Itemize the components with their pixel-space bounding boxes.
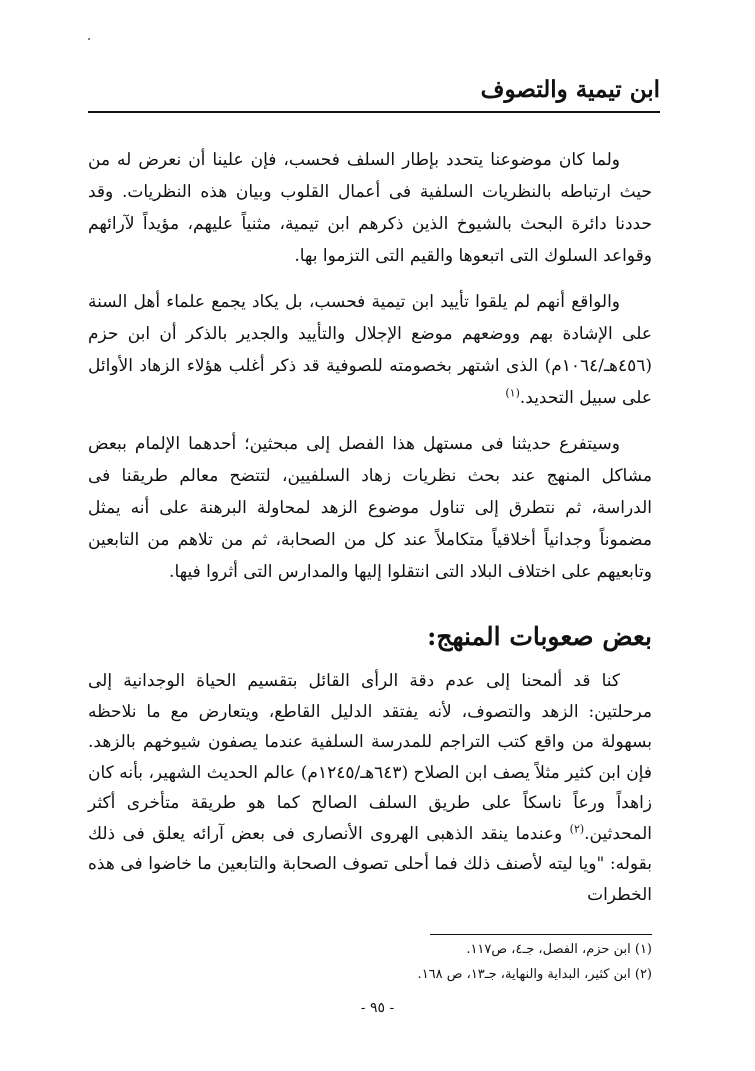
footnote-2: (٢) ابن كثير، البداية والنهاية، جـ١٣، ص ١٦٨. [417,967,652,982]
paragraph-1 [88,144,652,272]
paragraph-1-text: ولما كان موضوعنا يتحدد بإطار السلف فحسب، فإن علينا أن نعرض له من حيث ارتباطه بالنظريات السلفية فى أعمال القلوب وبيان هذه النظريات. وقد حددنا دائرة البحث بالشيوخ الذين ذكرهم ابن تيمية، مثنياً عليهم، مؤيداً لآرائهم وقواعد السلوك التى اتبعوها والقيم التى التزموا بها. [88,150,652,266]
footnote-rule [430,934,652,935]
paragraph-3-text: وسيتفرع حديثنا فى مستهل هذا الفصل إلى مبحثين؛ أحدهما الإلمام ببعض مشاكل المنهج عند بحث نظريات زهاد السلفيين، لتتضح معالم طريقنا فى الدراسة، ثم نتطرق إلى تناول موضوع الزهد لمحاولة البرهنة على أنه يمثل مضموناً وجدانياً أخلاقياً متكاملاً عند كل من الصحابة، ثم من تلاهم من التابعين وتابعيهم على اختلاف البلاد التى انتقلوا إليها والمدارس التى أثروا فيها. [88,434,652,582]
paragraph-4-text-a: كنا قد ألمحنا إلى عدم دقة الرأى القائل بتقسيم الحياة الوجدانية إلى مرحلتين: الزهد والتصوف، لأنه يفتقد الدليل القاطع، ويتعارض مع ما نلاحظه بسهولة من واقع كتب التراجم للمدرسة السلفية عندما يصفون شيوخهم بالزهد. فإن ابن كثير مثلاً يصف ابن الصلاح (٦٤٣هـ/١٢٤٥م) عالم الحديث الشهير، بأنه كان زاهداً ورعاً ناسكاً على طريق السلف الصالح كما هو طريقة متأخرى أكثر المحدثين. [88,671,652,844]
footnote-marker-1: (١) [505,386,520,400]
paragraph-2-text: والواقع أنهم لم يلقوا تأييد ابن تيمية فحسب، بل يكاد يجمع علماء أهل السنة على الإشادة بهم ووضعهم موضع الإجلال والتأييد والجدير بالذكر أن ابن حزم (٤٥٦هـ/١٠٦٤م) الذى اشتهر بخصومته للصوفية قد ذكر أغلب هؤلاء الزهاد الأوائل على سبيل التحديد. [88,292,652,408]
footnote-1: (١) ابن حزم، الفصل، جـ٤، ص١١٧. [466,942,652,957]
header-rule [88,111,660,113]
speck-mark [88,38,90,40]
footnotes [300,937,652,987]
running-header: ابن تيمية والتصوف [480,76,660,103]
paragraph-4-text-b: وعندما ينقد الذهبى الهروى الأنصارى فى بعض آرائه يعلق فى ذلك بقوله: "ويا ليته لأصنف ذلك فما أحلى تصوف الصحابة والتابعين ما خاضوا فى هذه الخطرات [88,823,652,905]
section-heading: بعض صعوبات المنهج: [427,622,652,651]
paragraph-2 [88,286,652,414]
footnote-marker-2: (٢) [569,821,585,835]
paragraph-4-container [88,666,652,910]
paragraph-3 [88,428,652,588]
paragraph-2-container [88,286,652,414]
page-number: - ٩٥ - [360,1000,395,1016]
paragraph-4 [88,666,652,910]
